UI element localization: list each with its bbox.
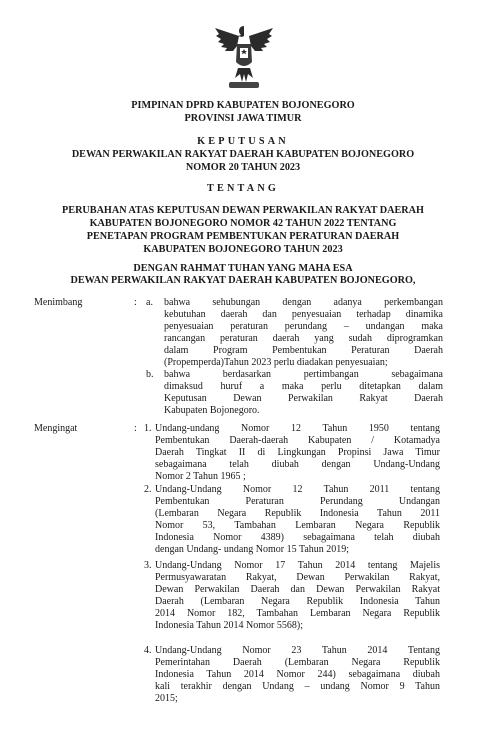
- text-line: Kabupaten Bojonegoro.: [164, 405, 260, 416]
- text-line: kali terakhir dengan Undang – undang Nomor 9 Tahun: [155, 681, 440, 692]
- text-line: dalam Program Pembentukan Peraturan Daerah: [164, 345, 443, 356]
- mengingat-label: Mengingat: [34, 423, 78, 434]
- text-line: kebutuhan daerah dan penyesuaian terhadap dinamika: [164, 309, 443, 320]
- text-line: Indonesia Tahun 2014 Nomor 244) sebagaimana diubah: [155, 669, 440, 680]
- tentang-heading: TENTANG: [206, 183, 280, 194]
- header-line-1: PIMPINAN DPRD KABUPATEN BOJONEGORO: [131, 100, 355, 111]
- text-line: dengan Undang- undang Nomor 15 Tahun 2019;: [155, 544, 350, 555]
- text-line: Undang-Undang Nomor 23 Tahun 2014 Tentang: [155, 645, 440, 656]
- text-line: bahwa berdasarkan pertimbangan sebagaimana: [164, 369, 443, 380]
- garuda-emblem-icon: [213, 22, 275, 92]
- text-line: Keputusan Dewan Perwakilan Rakyat Daerah: [164, 393, 443, 404]
- rahmat-line-1: DENGAN RAHMAT TUHAN YANG MAHA ESA: [133, 263, 353, 274]
- text-line: Indonesia Nomor 4389) sebagaimana telah diubah: [155, 532, 440, 543]
- item-text: [155, 560, 440, 632]
- text-line: Pembentukan Peraturan Perundang Undangan: [155, 496, 440, 507]
- keputusan-line-1: DEWAN PERWAKILAN RAKYAT DAERAH KABUPATEN BOJONEGORO: [71, 149, 415, 160]
- text-line: penyesuaian peraturan perundang – undangan maka: [164, 321, 443, 332]
- text-line: Dewan Perwakilan Daerah dan Dewan Perwakilan Rakyat: [155, 584, 440, 595]
- text-line: Pemerintahan Daerah (Lembaran Negara Republik: [155, 657, 440, 668]
- item-text: [155, 484, 440, 556]
- text-line: sebagaimana telah diubah dengan Undang-Undang: [155, 459, 440, 470]
- header-line-2: PROVINSI JAWA TIMUR: [184, 113, 302, 124]
- item-text: [164, 297, 443, 369]
- mengingat-colon: :: [134, 423, 137, 434]
- text-line: Pembentukan Daerah-daerah Kabupaten / Kotamadya: [155, 435, 440, 446]
- menimbang-label: Menimbang: [34, 297, 83, 308]
- item-number: 2.: [144, 484, 152, 495]
- text-line: (Lembaran Negara Republik Indonesia Tahun 2011: [155, 508, 440, 519]
- text-line: Daerah (Lembaran Negara Republik Indonesia Tahun: [155, 596, 440, 607]
- text-line: (Propemperda)Tahun 2023 perlu diadakan penyesuaian;: [164, 357, 388, 368]
- item-number: 4.: [144, 645, 152, 656]
- rahmat-line-2: DEWAN PERWAKILAN RAKYAT DAERAH KABUPATEN BOJONEGORO,: [70, 275, 416, 286]
- text-line: rancangan peraturan daerah yang sudah diprogramkan: [164, 333, 443, 344]
- text-line: Nomor 2 Tahun 1965 ;: [155, 471, 246, 482]
- text-line: Nomor 53, Tambahan Lembaran Negara Republik: [155, 520, 440, 531]
- text-line: Permusyawaratan Rakyat, Dewan Perwakilan Rakyat,: [155, 572, 440, 583]
- text-line: Daerah Tingkat II di Lingkungan Propinsi Jawa Timur: [155, 447, 440, 458]
- keputusan-number: NOMOR 20 TAHUN 2023: [185, 162, 301, 173]
- item-number: 1.: [144, 423, 152, 434]
- tentang-line-2: KABUPATEN BOJONEGORO NOMOR 42 TAHUN 2022 TENTANG: [89, 218, 397, 229]
- tentang-line-4: KABUPATEN BOJONEGORO TAHUN 2023: [143, 244, 343, 255]
- text-line: Undang-undang Nomor 12 Tahun 1950 tentang: [155, 423, 440, 434]
- text-line: Indonesia Tahun 2014 Nomor 5568);: [155, 620, 303, 631]
- item-number: 3.: [144, 560, 152, 571]
- menimbang-colon: :: [134, 297, 137, 308]
- item-text: [164, 369, 443, 417]
- item-number: b.: [146, 369, 154, 380]
- item-number: a.: [146, 297, 153, 308]
- text-line: Undang-Undang Nomor 12 Tahun 2011 tentang: [155, 484, 440, 495]
- text-line: dimaksud huruf a maka perlu ditetapkan dalam: [164, 381, 443, 392]
- item-text: [155, 645, 440, 705]
- text-line: bahwa sehubungan dengan adanya perkembangan: [164, 297, 443, 308]
- keputusan-heading: KEPUTUSAN: [197, 136, 289, 147]
- tentang-line-1: PERUBAHAN ATAS KEPUTUSAN DEWAN PERWAKILAN RAKYAT DAERAH: [62, 205, 424, 216]
- text-line: Undang-Undang Nomor 17 Tahun 2014 tentang Majelis: [155, 560, 440, 571]
- item-text: [155, 423, 440, 483]
- tentang-line-3: PENETAPAN PROGRAM PEMBENTUKAN PERATURAN DAERAH: [86, 231, 400, 242]
- text-line: 2015;: [155, 693, 178, 704]
- text-line: 2014 Nomor 182, Tambahan Lembaran Negara Republik: [155, 608, 440, 619]
